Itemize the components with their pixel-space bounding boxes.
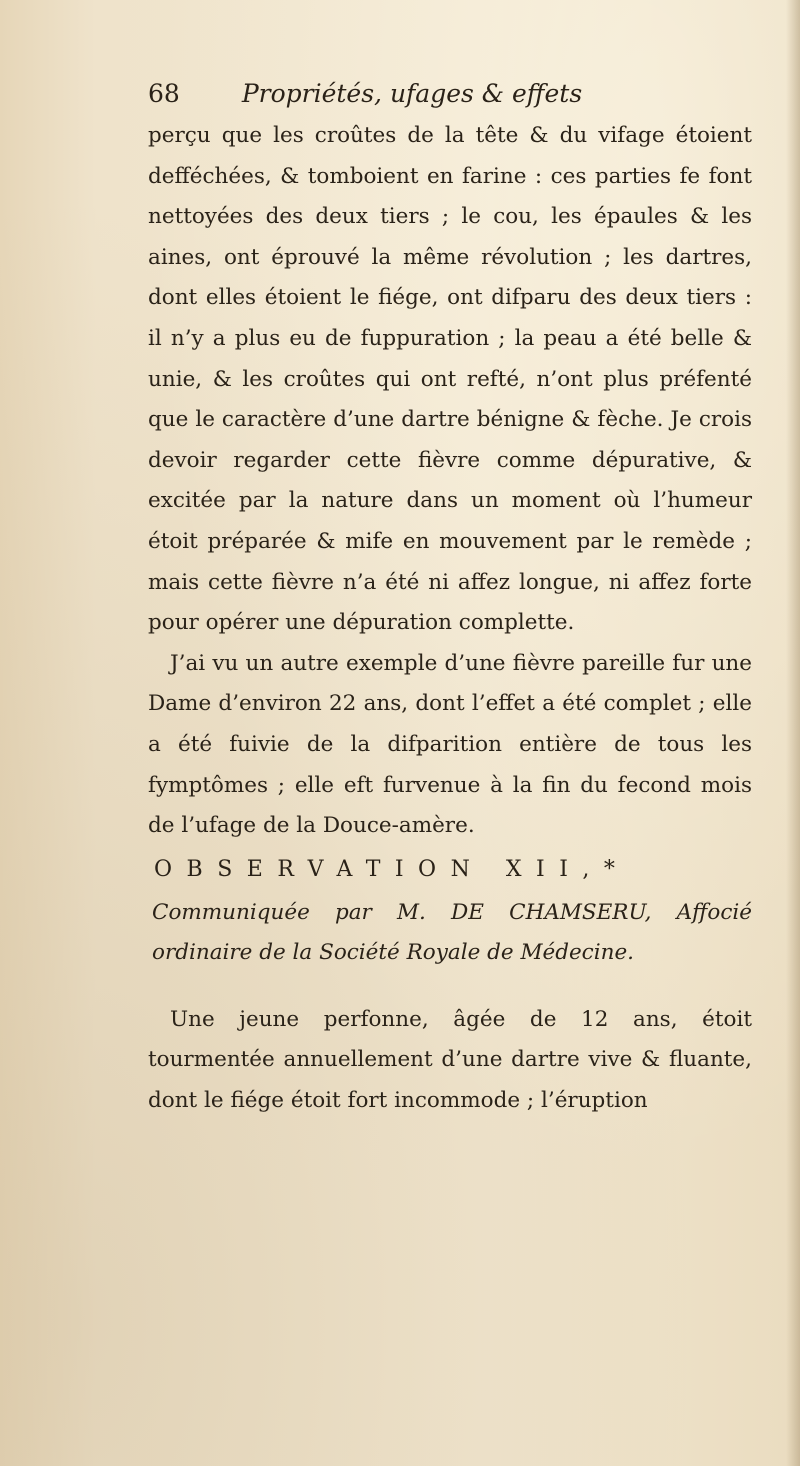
observation-heading: OBSERVATION XII,*	[154, 856, 630, 882]
running-title: Propriétés, ufages & effets	[241, 79, 583, 108]
paragraph-continuation: perçu que les croûtes de la tête & du vifage étoient defféchées, & tomboient en farine : ces parties fe font nettoyées des deux tiers ; le cou, les épaules & les aines, ont éprouvé la même révolution ; les dartres, dont elles étoient le fiége, ont difparu des deux tiers : il n’y a plus eu de fuppuration ; la peau a été belle & unie, & les croûtes qui ont refté, n’ont plus préfenté que le caractère d’une dartre bénigne & fèche. Je crois devoir regarder cette fièvre comme dépurative, & excitée par la nature dans un moment où l’humeur étoit préparée & mife en mouvement par le remède ; mais cette fièvre n’a été ni affez longue, ni affez forte pour opérer une dépuration complette.	[148, 123, 752, 636]
running-head	[148, 74, 748, 114]
observation-text: Une jeune perfonne, âgée de 12 ans, étoit tourmentée annuellement d’une dartre vive & fluante, dont le fiége étoit fort incommode ; l’éruption	[148, 1006, 752, 1114]
page-number: 68	[148, 79, 180, 108]
body-text	[148, 116, 752, 1122]
page-edge-shadow	[786, 0, 800, 1466]
observation-communication: Communiquée par M. DE CHAMSERU, Affocié ordinaire de la Société Royale de Médecine.	[152, 899, 752, 966]
paragraph-example: J’ai vu un autre exemple d’une fièvre pareille fur une Dame d’environ 22 ans, dont l’effet a été complet ; elle a été fuivie de la difparition entière de tous les fymptômes ; elle eft furvenue à la fin du fecond mois de l’ufage de la Douce-amère.	[148, 650, 752, 839]
